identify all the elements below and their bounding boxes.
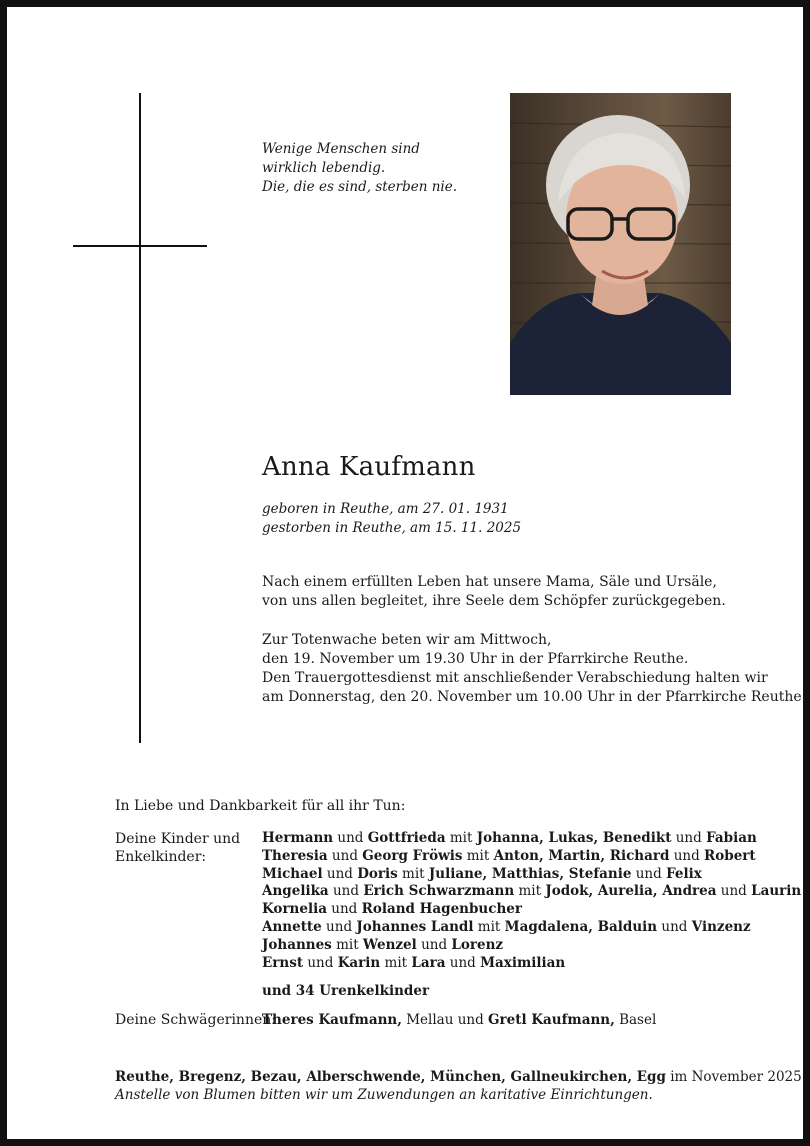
- name-text: Theresia: [262, 847, 328, 864]
- thanks-line: In Liebe und Dankbarkeit für all ihr Tun:: [115, 798, 406, 814]
- name-text: Georg Fröwis: [362, 847, 463, 864]
- connector-text: mit: [397, 865, 429, 882]
- text-line: von uns allen begleitet, ihre Seele dem Schöpfer zurückgegeben.: [262, 593, 726, 609]
- name-text: Lorenz: [451, 936, 504, 953]
- footer-places: [115, 1068, 802, 1086]
- connector-text: und: [657, 918, 692, 935]
- connector-text: und: [631, 865, 667, 882]
- memorial-quote: [262, 140, 457, 197]
- name-text: Magdalena, Balduin: [504, 918, 658, 935]
- connector-text: und: [333, 830, 368, 846]
- name-text: Kornelia: [262, 901, 327, 918]
- life-dates: [262, 500, 521, 538]
- name-text: Fabian: [706, 830, 757, 846]
- connector-text: und: [671, 830, 707, 846]
- name-text: Johannes: [262, 936, 332, 953]
- text-line: Den Trauergottesdienst mit anschließender Verabschiedung halten wir: [262, 670, 768, 686]
- connector-text: im November 2025: [665, 1069, 802, 1085]
- connector-text: mit: [514, 883, 546, 900]
- connector-text: mit: [331, 936, 363, 953]
- sisters-in-law-label: Deine Schwägerinnen:: [115, 1012, 276, 1028]
- text-line: Zur Totenwache beten wir am Mittwoch,: [262, 632, 552, 648]
- family-line: [262, 937, 801, 955]
- text-line: am Donnerstag, den 20. November um 10.00 Uhr in der Pfarrkirche Reuthe.: [262, 689, 807, 705]
- connector-text: mit: [462, 847, 494, 864]
- name-text: Theres Kaufmann,: [262, 1012, 402, 1028]
- great-grandchildren: und 34 Urenkelkinder: [262, 983, 430, 999]
- connector-text: und: [716, 883, 752, 900]
- name-text: Jodok, Aurelia, Andrea: [545, 883, 717, 900]
- connector-text: Basel: [614, 1012, 657, 1028]
- name-text: Felix: [666, 865, 702, 882]
- family-label: [115, 830, 240, 866]
- name-text: Karin: [337, 954, 381, 971]
- name-text: Johanna, Lukas, Benedikt: [476, 830, 672, 846]
- name-text: Angelika: [262, 883, 329, 900]
- cross-horizontal-bar: [73, 245, 207, 247]
- name-text: Annette: [262, 918, 322, 935]
- quote-line: Wenige Menschen sind: [262, 141, 420, 157]
- name-text: Wenzel: [362, 936, 417, 953]
- text-line: Nach einem erfüllten Leben hat unsere Mama, Säle und Ursäle,: [262, 574, 717, 590]
- portrait-photo: [510, 93, 731, 395]
- name-text: Reuthe, Bregenz, Bezau, Alberschwende, München, Gallneukirchen, Egg: [115, 1069, 666, 1085]
- name-text: Gretl Kaufmann,: [488, 1012, 615, 1028]
- connector-text: und: [327, 847, 363, 864]
- connector-text: und: [416, 936, 452, 953]
- death-date: gestorben in Reuthe, am 15. 11. 2025: [262, 520, 522, 536]
- passing-paragraph: [262, 573, 726, 611]
- connector-text: und: [328, 883, 364, 900]
- service-paragraph: [262, 631, 806, 707]
- name-text: Anton, Martin, Richard: [493, 847, 670, 864]
- connector-text: und: [669, 847, 705, 864]
- name-text: Hermann: [262, 830, 334, 846]
- family-line: [262, 955, 801, 973]
- name-text: Roland Hagenbucher: [361, 901, 522, 918]
- family-list: [262, 830, 801, 972]
- name-text: Michael: [262, 865, 323, 882]
- name-text: Juliane, Matthias, Stefanie: [428, 865, 632, 882]
- family-line: [262, 919, 801, 937]
- cross-vertical-bar: [139, 93, 141, 743]
- family-line: [262, 901, 801, 919]
- quote-line: wirklich lebendig.: [262, 160, 386, 176]
- footer: [115, 1068, 802, 1104]
- name-text: Ernst: [262, 954, 304, 971]
- connector-text: und: [322, 865, 358, 882]
- connector-text: mit: [445, 830, 477, 846]
- connector-text: mit: [473, 918, 505, 935]
- connector-text: Mellau und: [401, 1012, 489, 1028]
- name-text: Maximilian: [480, 954, 566, 971]
- family-line: [262, 848, 801, 866]
- deceased-name: Anna Kaufmann: [262, 452, 476, 482]
- connector-text: und: [321, 918, 357, 935]
- family-label-line: Enkelkinder:: [115, 849, 207, 865]
- family-label-line: Deine Kinder und: [115, 831, 241, 847]
- connector-text: und: [303, 954, 338, 971]
- name-text: Vinzenz: [691, 918, 751, 935]
- quote-line: Die, die es sind, sterben nie.: [262, 179, 458, 195]
- name-text: Laurin: [751, 883, 802, 900]
- name-text: Gottfrieda: [367, 830, 446, 846]
- family-line: [262, 883, 801, 901]
- family-line: [262, 830, 801, 848]
- text-line: den 19. November um 19.30 Uhr in der Pfarrkirche Reuthe.: [262, 651, 689, 667]
- name-text: Lara: [411, 954, 446, 971]
- connector-text: und: [445, 954, 481, 971]
- connector-text: mit: [380, 954, 412, 971]
- name-text: Erich Schwarzmann: [363, 883, 515, 900]
- name-text: Johannes Landl: [356, 918, 474, 935]
- footer-note: Anstelle von Blumen bitten wir um Zuwendungen an karitative Einrichtungen.: [115, 1087, 653, 1103]
- name-text: Robert: [704, 847, 756, 864]
- name-text: Doris: [357, 865, 398, 882]
- sisters-in-law: [262, 1012, 656, 1028]
- connector-text: und: [326, 901, 362, 918]
- birth-date: geboren in Reuthe, am 27. 01. 1931: [262, 501, 509, 517]
- family-line: [262, 866, 801, 884]
